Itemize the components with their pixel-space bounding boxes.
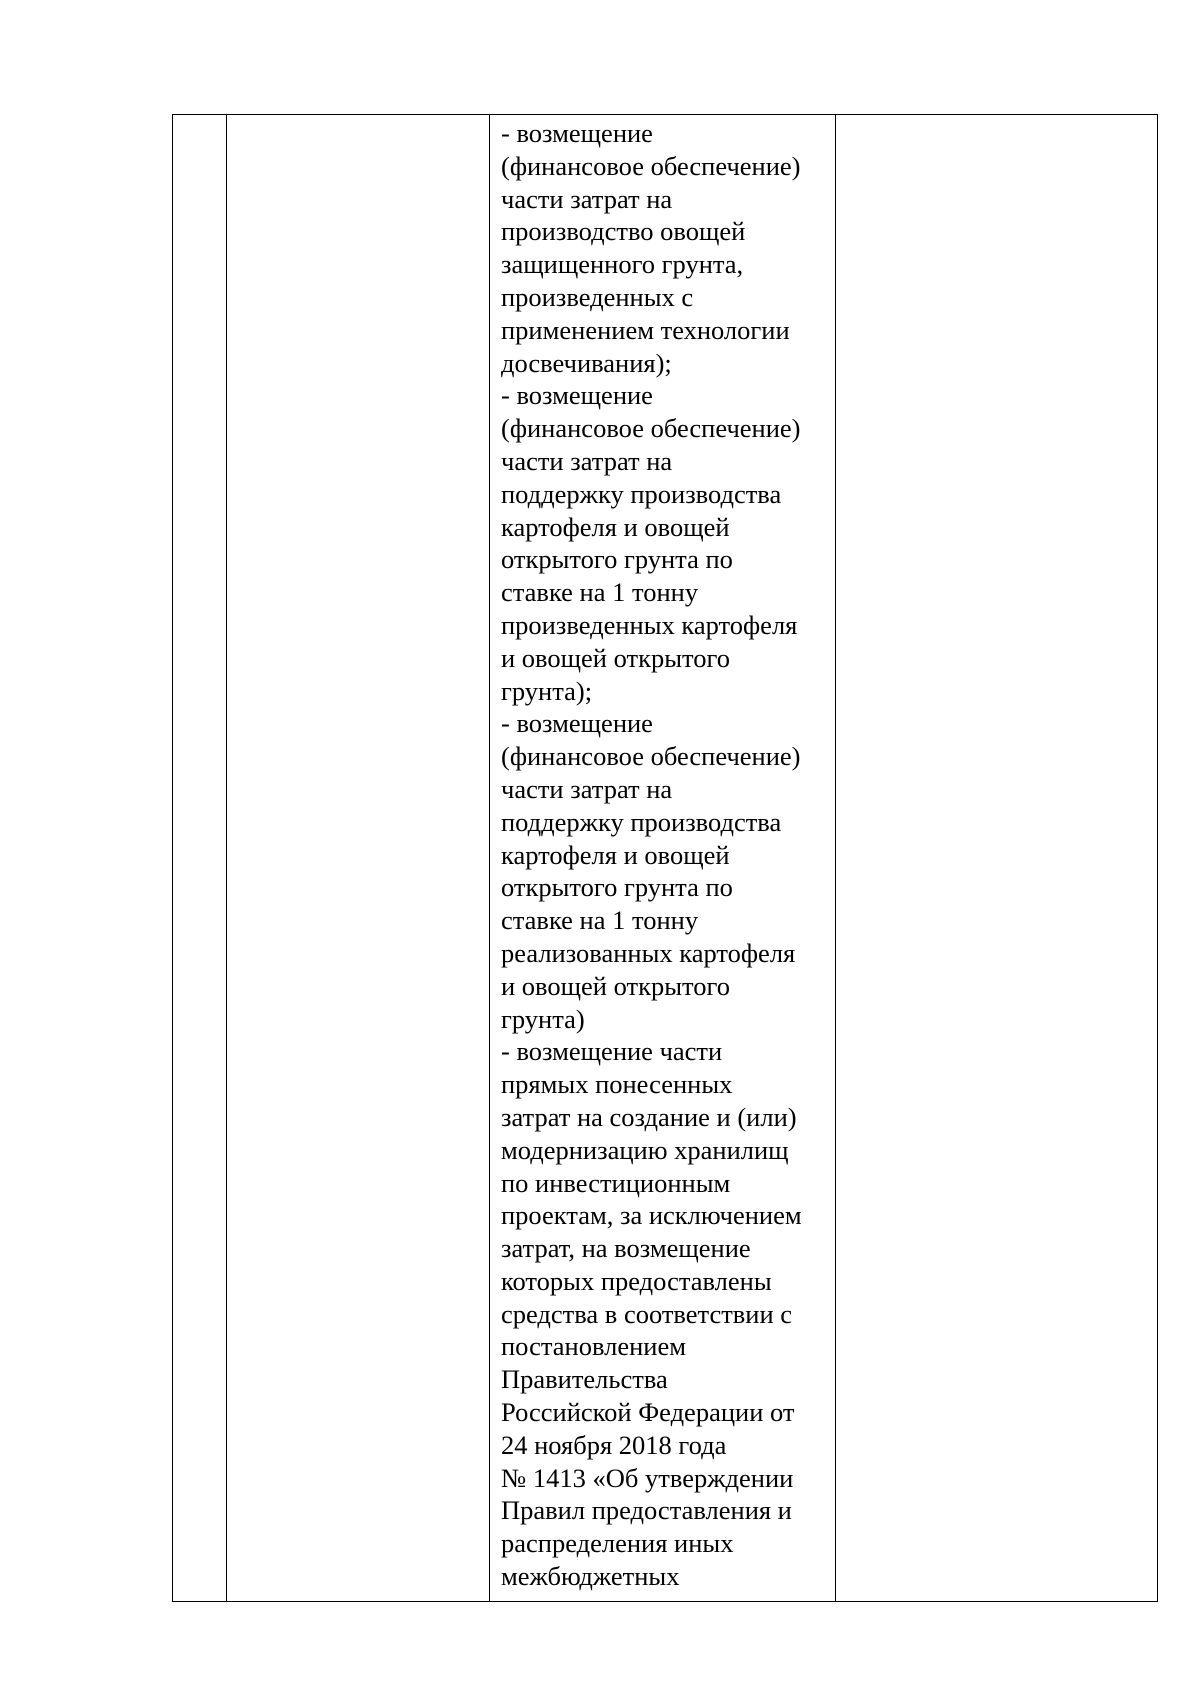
text-line: картофеля и овощей: [501, 511, 730, 542]
text-line: части затрат на: [501, 773, 673, 804]
document-table: [172, 114, 1158, 1602]
text-line: открытого грунта по: [501, 872, 733, 903]
text-line: Правил предоставления и: [501, 1495, 792, 1526]
text-line: затрат на создание и (или): [501, 1101, 797, 1132]
text-line: (финансовое обеспечение): [501, 741, 801, 772]
text-line: производство овощей: [501, 216, 746, 247]
text-line: Российской Федерации от: [501, 1397, 795, 1428]
table-row: [173, 115, 1158, 1602]
text-line: поддержку производства: [501, 806, 782, 837]
text-line: досвечивания);: [501, 347, 672, 378]
text-line: затрат, на возмещение: [501, 1233, 751, 1264]
table-cell-notes: [836, 115, 1158, 1602]
text-line: которых предоставлены: [501, 1265, 772, 1296]
text-line: грунта): [501, 1003, 585, 1034]
text-line: реализованных картофеля: [501, 937, 796, 968]
text-line: распределения иных: [501, 1528, 734, 1559]
text-line: межбюджетных: [501, 1561, 680, 1592]
text-line: и овощей открытого: [501, 970, 730, 1001]
text-line: (финансовое обеспечение): [501, 150, 801, 181]
text-line: проектам, за исключением: [501, 1200, 802, 1231]
text-line: применением технологии: [501, 314, 790, 345]
description-text: [490, 115, 835, 1593]
text-line: средства в соответствии с: [501, 1298, 793, 1329]
text-line: части затрат на: [501, 183, 673, 214]
text-line: произведенных картофеля: [501, 609, 798, 640]
text-line: - возмещение: [501, 380, 653, 411]
text-line: (финансовое обеспечение): [501, 413, 801, 444]
text-line: - возмещение части: [501, 1036, 723, 1067]
text-line: постановлением: [501, 1331, 686, 1362]
text-line: Правительства: [501, 1364, 668, 1395]
text-line: по инвестиционным: [501, 1167, 731, 1198]
text-line: ставке на 1 тонну: [501, 577, 699, 608]
text-line: открытого грунта по: [501, 544, 733, 575]
text-line: и овощей открытого: [501, 642, 730, 673]
text-line: прямых понесенных: [501, 1069, 733, 1100]
text-line: - возмещение: [501, 708, 653, 739]
text-line: модернизацию хранилищ: [501, 1134, 789, 1165]
text-line: ставке на 1 тонну: [501, 905, 699, 936]
text-line: 24 ноября 2018 года: [501, 1429, 727, 1460]
table-cell-number: [173, 115, 227, 1602]
text-line: - возмещение: [501, 118, 653, 148]
table-cell-name: [227, 115, 490, 1602]
table-cell-description: [490, 115, 836, 1602]
text-line: № 1413 «Об утверждении: [501, 1462, 794, 1493]
text-line: защищенного грунта,: [501, 249, 744, 280]
text-line: части затрат на: [501, 445, 673, 476]
text-line: грунта);: [501, 675, 593, 706]
text-line: произведенных с: [501, 281, 694, 312]
text-line: поддержку производства: [501, 478, 782, 509]
text-line: картофеля и овощей: [501, 839, 730, 870]
